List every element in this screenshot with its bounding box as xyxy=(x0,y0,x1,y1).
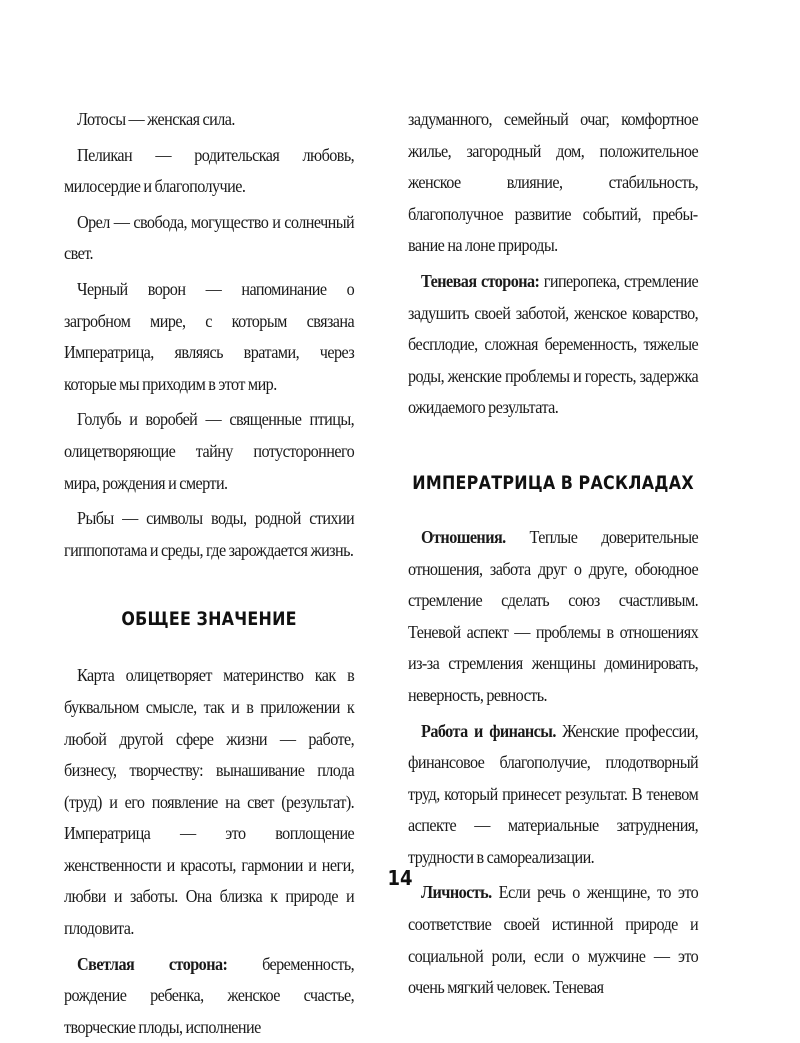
page-number: 14 xyxy=(387,866,413,890)
relationships-text: Теплые доверительные отношения, забота друг о друге, обоюдное стремление сделать союз счастливым. Теневой аспект — проблемы в отношениях из-за стремления женщины доминировать, неверность, ревность. xyxy=(408,526,699,705)
paragraph-dove-sparrow: Голубь и воробей — священные птицы, олицетворяющие тайну потустороннего мира, рождения и смерти. xyxy=(64,409,355,493)
personality-label: Личность. xyxy=(421,882,492,903)
paragraph-pelican: Пеликан — родительская любовь, милосердие и благополучие. xyxy=(64,144,355,197)
light-side-text: беременность, рождение ребенка, женское счастье, творческие плоды, исполнение xyxy=(64,953,355,1037)
section-heading-general-meaning: ОБЩЕЕ ЗНАЧЕНИЕ xyxy=(121,608,297,631)
personality-text: Если речь о женщине, то это соответствие своей истинной природе и социальной роли, если о мужчине — это очень мягкий человек. Теневая xyxy=(408,882,699,998)
left-column xyxy=(64,104,354,1043)
work-finance-label: Работа и финансы. xyxy=(421,720,556,741)
light-side-label: Светлая сторона: xyxy=(77,953,228,974)
paragraph-relationships xyxy=(408,522,698,712)
paragraph-shadow-side xyxy=(408,266,698,424)
shadow-side-label: Теневая сторона: xyxy=(421,270,540,291)
work-finance-text: Женские профессии, финансовое благополучие, плодотворный труд, который принесет результат. В теневом аспекте — материальные затруднения, трудности в самореализации. xyxy=(408,720,699,867)
paragraph-eagle: Орел — свобода, могущество и солнечный свет. xyxy=(64,211,355,264)
paragraph-fish: Рыбы — символы воды, родной стихии гиппопотама и среды, где зарождается жизнь. xyxy=(64,508,355,560)
paragraph-light-side xyxy=(64,949,354,1043)
paragraph-general-meaning: Карта олицетворяет материнство как в буквальном смысле, так и в приложении к любой другой сфере жизни — работе, бизнесу, творчеству: вынашивание плода (труд) и его появление на свет (результат). Императрица — это воплощение женственности и красоты, гармонии и неги, любви и заботы. Она близка к природе и плодовита. xyxy=(64,665,355,939)
section-heading-empress-in-spreads: ИМПЕРАТРИЦА В РАСКЛАДАХ xyxy=(412,471,694,494)
paragraph-light-side-continued: задуманного, семейный очаг, комфортное жилье, загородный дом, положительное женское влияние, стабильность, благополучное развитие событий, пребывание на лоне природы. xyxy=(408,109,699,256)
shadow-side-text: гиперопека, стремление задушить своей заботой, женское коварство, бесплодие, сложная беременность, тяжелые роды, женские проблемы и горесть, задержка ожидаемого результата. xyxy=(408,270,699,418)
paragraph-lotuses: Лотосы — женская сила. xyxy=(77,109,235,129)
relationships-label: Отношения. xyxy=(421,526,506,547)
paragraph-work-finance xyxy=(408,716,698,874)
paragraph-raven: Черный ворон — напоминание о загробном мире, с которым связана Императрица, являясь вратами, через которые мы приходим в этот мир. xyxy=(64,278,355,394)
paragraph-personality xyxy=(408,877,698,1003)
